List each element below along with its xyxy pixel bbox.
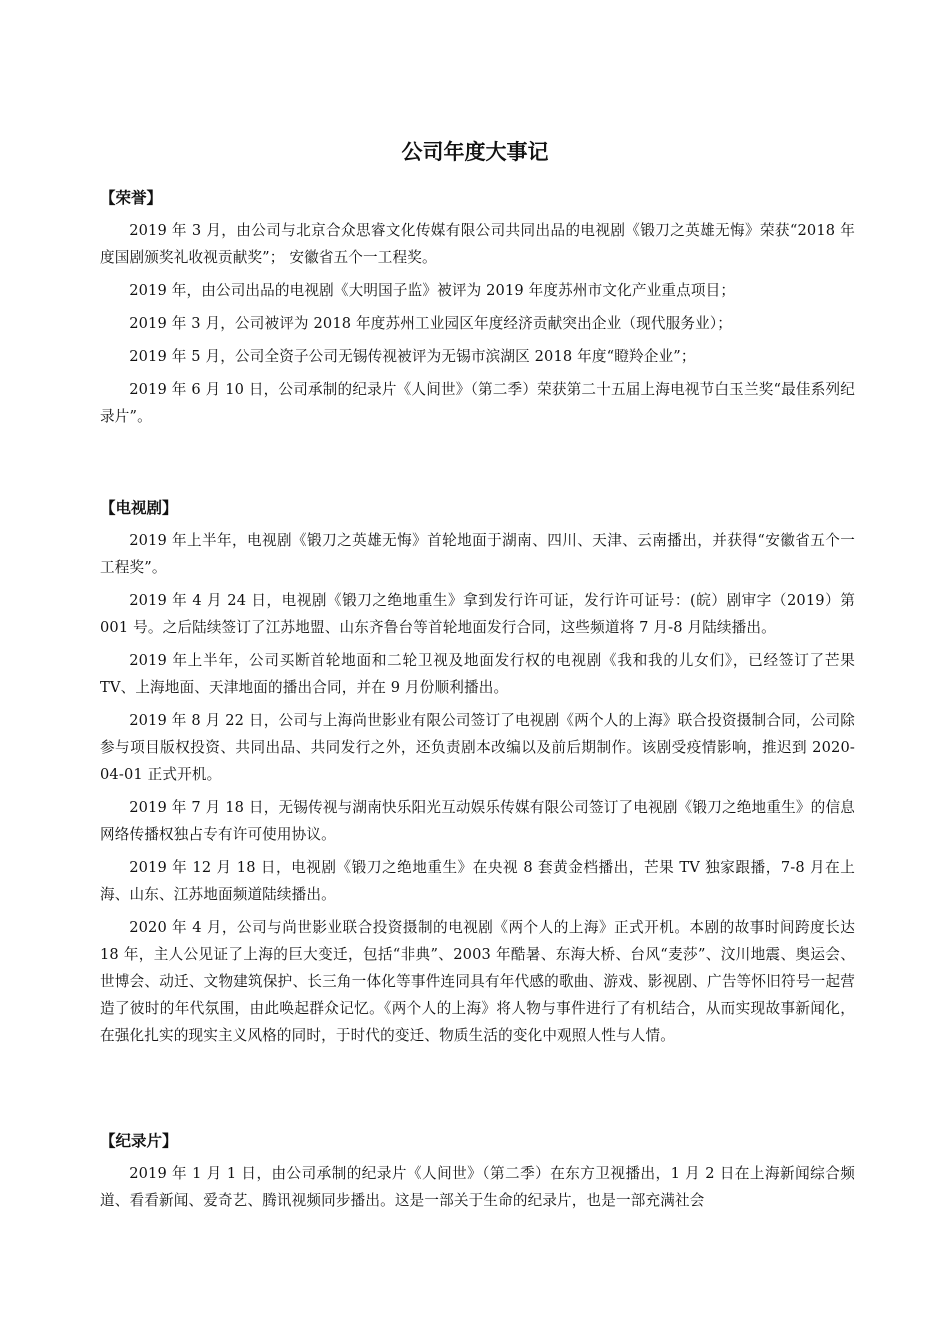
section-heading-honors: 【荣誉】 xyxy=(100,189,163,207)
section-documentary xyxy=(100,1130,855,1220)
paragraph: 2019 年 1 月 1 日，由公司承制的纪录片《人间世》（第二季）在东方卫视播出，1 月 2 日在上海新闻综合频道、看看新闻、爱奇艺、腾讯视频同步播出。这是一部关于生命的纪录片，也是一部充满社会 xyxy=(100,1165,855,1209)
paragraph: 2019 年 3 月，由公司与北京合众思睿文化传媒有限公司共同出品的电视剧《锻刀之英雄无悔》荣获“2018 年度国剧颁奖礼收视贡献奖”； 安徽省五个一工程奖。 xyxy=(100,222,855,266)
paragraph: 2019 年上半年，公司买断首轮地面和二轮卫视及地面发行权的电视剧《我和我的儿女们》，已经签订了芒果 TV、上海地面、天津地面的播出合同，并在 9 月份顺利播出。 xyxy=(100,652,855,696)
page-title: 公司年度大事记 xyxy=(401,140,549,164)
section-heading-tv-drama: 【电视剧】 xyxy=(100,499,178,517)
paragraph: 2019 年，由公司出品的电视剧《大明国子监》被评为 2019 年度苏州市文化产业重点项目； xyxy=(129,282,736,299)
paragraph: 2019 年 8 月 22 日，公司与上海尚世影业有限公司签订了电视剧《两个人的上海》联合投资摄制合同，公司除参与项目版权投资、共同出品、共同发行之外，还负责剧本改编以及前后期制作。该剧受疫情影响，推迟到 2020-04-01 正式开机。 xyxy=(100,712,855,783)
paragraph: 2019 年 6 月 10 日，公司承制的纪录片《人间世》（第二季）荣获第二十五届上海电视节白玉兰奖“最佳系列纪录片”。 xyxy=(100,381,855,425)
section-honors xyxy=(100,187,855,436)
section-tv-drama xyxy=(100,497,855,1055)
paragraph: 2019 年 3 月，公司被评为 2018 年度苏州工业园区年度经济贡献突出企业（现代服务业）； xyxy=(129,315,733,332)
paragraph: 2019 年 12 月 18 日，电视剧《锻刀之绝地重生》在央视 8 套黄金档播出，芒果 TV 独家跟播，7-8 月在上海、山东、江苏地面频道陆续播出。 xyxy=(100,859,855,903)
paragraph: 2019 年 7 月 18 日，无锡传视与湖南快乐阳光互动娱乐传媒有限公司签订了电视剧《锻刀之绝地重生》的信息网络传播权独占专有许可使用协议。 xyxy=(100,799,855,843)
paragraph: 2019 年 4 月 24 日，电视剧《锻刀之绝地重生》拿到发行许可证，发行许可证号：(皖）剧审字（2019）第 001 号。之后陆续签订了江苏地盟、山东齐鲁台等首轮地面发行合同，这些频道将 7 月-8 月陆续播出。 xyxy=(100,592,855,636)
paragraph: 2020 年 4 月，公司与尚世影业联合投资摄制的电视剧《两个人的上海》正式开机。本剧的故事时间跨度长达 18 年，主人公见证了上海的巨大变迁，包括“非典”、2003 年酷暑、东海大桥、台风“麦莎”、汶川地震、奥运会、世博会、动迁、文物建筑保护、长三角一体化等事件连同具有年代感的歌曲、游戏、影视剧、广告等怀旧符号一起营造了彼时的年代氛围，由此唤起群众记忆。《两个人的上海》将人物与事件进行了有机结合，从而实现故事新闻化，在强化扎实的现实主义风格的同时，于时代的变迁、物质生活的变化中观照人性与人情。 xyxy=(100,919,855,1044)
paragraph: 2019 年 5 月，公司全资子公司无锡传视被评为无锡市滨湖区 2018 年度“瞪羚企业”； xyxy=(129,348,696,365)
section-heading-documentary: 【纪录片】 xyxy=(100,1132,178,1150)
paragraph: 2019 年上半年，电视剧《锻刀之英雄无悔》首轮地面于湖南、四川、天津、云南播出，并获得“安徽省五个一工程奖”。 xyxy=(100,532,855,576)
